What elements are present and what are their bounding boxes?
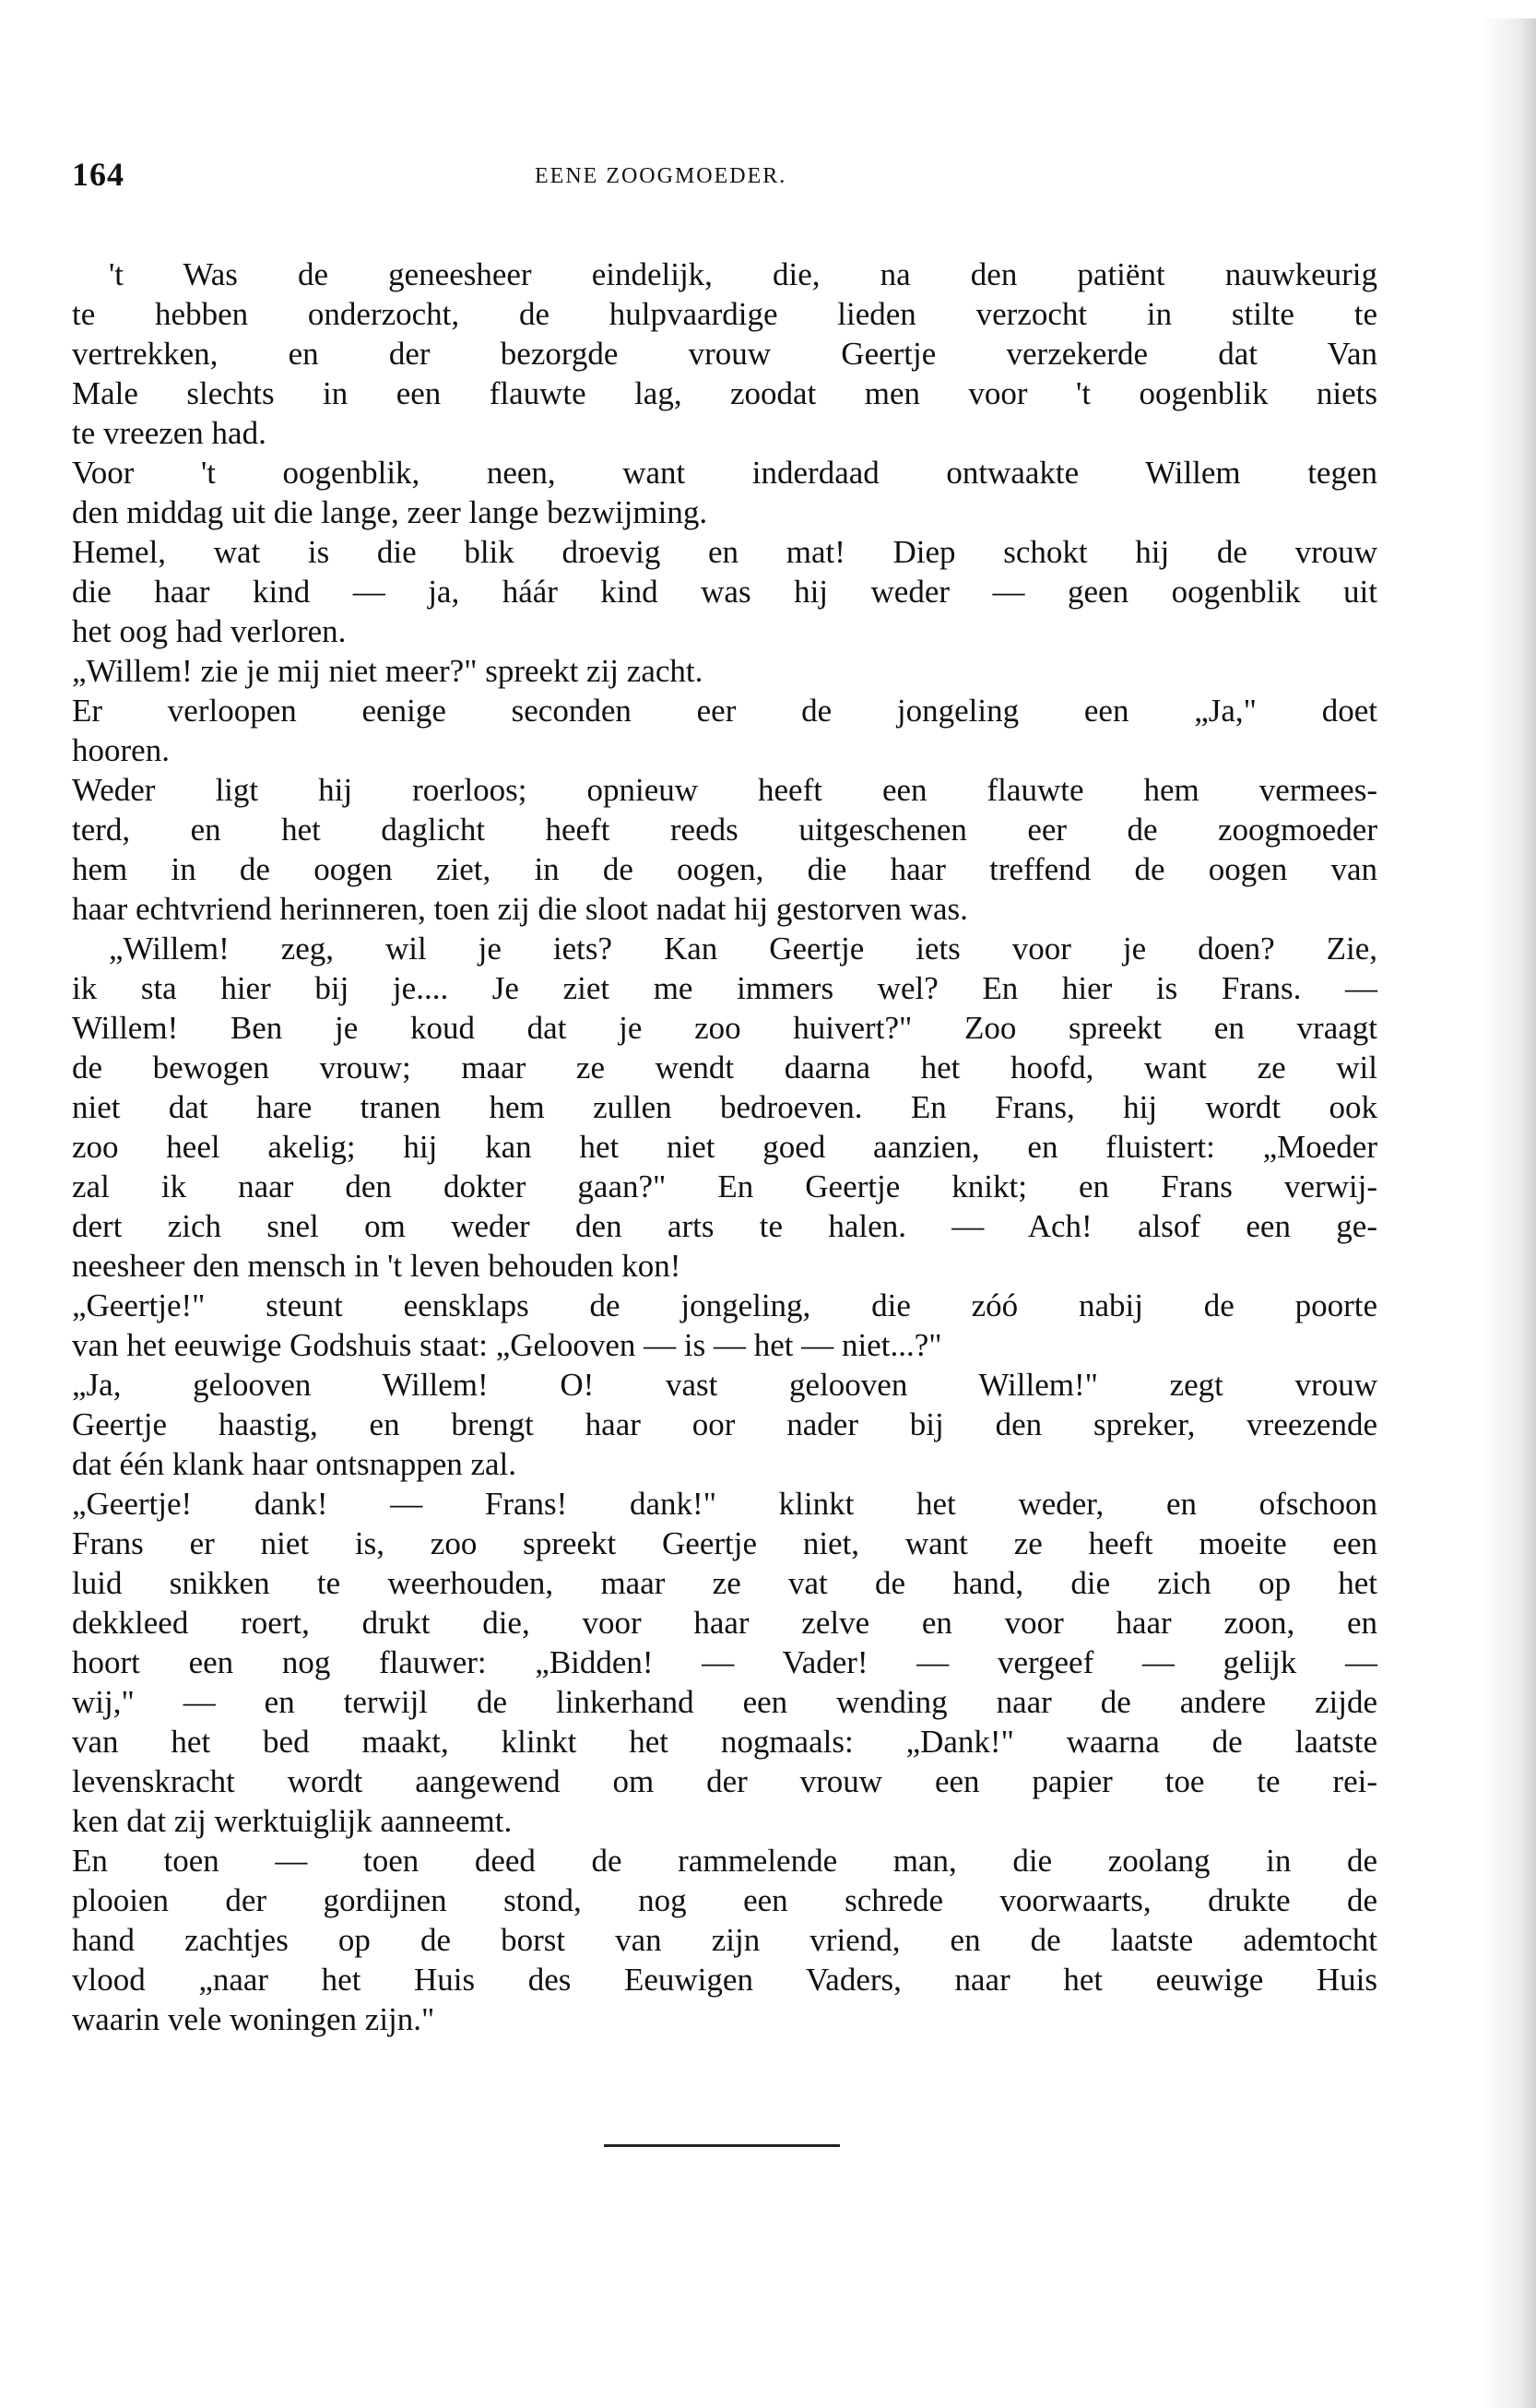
text-line: dat één klank haar ontsnappen zal. (72, 1446, 517, 1482)
text-line: Er verloopen eenige seconden eer de jongeling een „Ja," doet (72, 693, 1377, 729)
page-edge-shadow (1481, 18, 1536, 2408)
text-line: Willem! Ben je koud dat je zoo huivert?" Zoo spreekt en vraagt (72, 1010, 1377, 1046)
text-line: die haar kind — ja, háár kind was hij weder — geen oogenblik uit (72, 574, 1377, 610)
text-line: terd, en het daglicht heeft reeds uitgeschenen eer de zoogmoeder (72, 812, 1377, 848)
text-line: plooien der gordijnen stond, nog een schrede voorwaarts, drukte de (72, 1882, 1377, 1918)
text-line: „Willem! zie je mij niet meer?" spreekt zij zacht. (72, 653, 703, 689)
text-line: Geertje haastig, en brengt haar oor nader bij den spreker, vreezende (72, 1406, 1377, 1442)
text-line: Hemel, wat is die blik droevig en mat! Diep schokt hij de vrouw (72, 534, 1377, 570)
text-line: de bewogen vrouw; maar ze wendt daarna het hoofd, want ze wil (72, 1050, 1377, 1085)
text-line: te hebben onderzocht, de hulpvaardige lieden verzocht in stilte te (72, 296, 1377, 332)
text-line: wij," — en terwijl de linkerhand een wending naar de andere zijde (72, 1684, 1377, 1720)
text-line: niet dat hare tranen hem zullen bedroeven. En Frans, hij wordt ook (72, 1089, 1377, 1125)
text-line: Frans er niet is, zoo spreekt Geertje niet, want ze heeft moeite een (72, 1525, 1377, 1561)
text-line: „Willem! zeg, wil je iets? Kan Geertje iets voor je doen? Zie, (109, 931, 1377, 967)
page-number: 164 (72, 156, 124, 193)
text-line: vlood „naar het Huis des Eeuwigen Vaders, naar het eeuwige Huis (72, 1962, 1377, 1998)
section-end-rule (604, 2144, 840, 2147)
text-line: te vreezen had. (72, 415, 266, 451)
text-line: van het eeuwige Godshuis staat: „Gelooven — is — het — niet...?" (72, 1327, 942, 1363)
text-line: ik sta hier bij je.... Je ziet me immers wel? En hier is Frans. — (72, 970, 1377, 1006)
text-line: hooren. (72, 732, 170, 768)
text-line: Weder ligt hij roerloos; opnieuw heeft een flauwte hem vermees- (72, 772, 1377, 808)
text-line: zoo heel akelig; hij kan het niet goed aanzien, en fluistert: „Moeder (72, 1129, 1377, 1165)
text-line: het oog had verloren. (72, 613, 347, 649)
text-line: haar echtvriend herinneren, toen zij die sloot nadat hij gestorven was. (72, 891, 968, 927)
text-line: hoort een nog flauwer: „Bidden! — Vader! — vergeef — gelijk — (72, 1644, 1377, 1680)
text-line: hand zachtjes op de borst van zijn vriend, en de laatste ademtocht (72, 1922, 1377, 1958)
text-line: Male slechts in een flauwte lag, zoodat men voor 't oogenblik niets (72, 375, 1377, 411)
text-line: „Geertje!" steunt eensklaps de jongeling, die zóó nabij de poorte (72, 1287, 1377, 1323)
text-line: Voor 't oogenblik, neen, want inderdaad ontwaakte Willem tegen (72, 455, 1377, 491)
text-line: vertrekken, en der bezorgde vrouw Geertje verzekerde dat Van (72, 336, 1377, 372)
text-line: luid snikken te weerhouden, maar ze vat de hand, die zich op het (72, 1565, 1377, 1601)
text-line: den middag uit die lange, zeer lange bezwijming. (72, 494, 708, 530)
text-line: dert zich snel om weder den arts te halen. — Ach! alsof een ge- (72, 1208, 1377, 1244)
body-text (72, 255, 1377, 2039)
running-head: EENE ZOOGMOEDER. (535, 164, 787, 188)
text-line: „Geertje! dank! — Frans! dank!" klinkt het weder, en ofschoon (72, 1486, 1377, 1522)
text-line: waarin vele woningen zijn." (72, 2001, 435, 2037)
text-line: ken dat zij werktuiglijk aanneemt. (72, 1803, 513, 1839)
text-line: hem in de oogen ziet, in de oogen, die haar treffend de oogen van (72, 851, 1377, 887)
text-line: 't Was de geneesheer eindelijk, die, na den patiënt nauwkeurig (109, 256, 1377, 292)
text-line: levenskracht wordt aangewend om der vrouw een papier toe te rei- (72, 1763, 1377, 1799)
text-line: En toen — toen deed de rammelende man, die zoolang in de (72, 1843, 1377, 1879)
text-line: zal ik naar den dokter gaan?" En Geertje knikt; en Frans verwij- (72, 1168, 1377, 1204)
text-line: van het bed maakt, klinkt het nogmaals: „Dank!" waarna de laatste (72, 1724, 1377, 1760)
text-line: dekkleed roert, drukt die, voor haar zelve en voor haar zoon, en (72, 1605, 1377, 1641)
text-line: „Ja, gelooven Willem! O! vast gelooven Willem!" zegt vrouw (72, 1367, 1377, 1403)
text-line: neesheer den mensch in 't leven behouden kon! (72, 1248, 681, 1284)
